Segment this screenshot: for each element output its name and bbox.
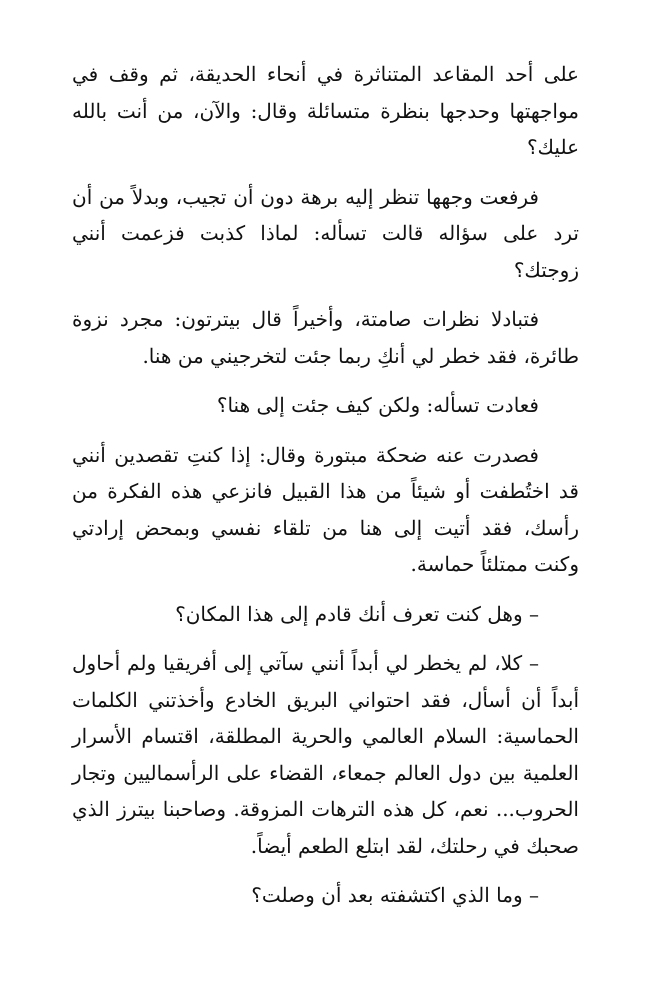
paragraph-4: فعادت تسأله: ولكن كيف جئت إلى هنا؟ — [216, 393, 539, 417]
dialogue-line-2: – كلا، لم يخطر لي أبداً أنني سآتي إلى أفريقيا ولم أحاول أبداً أن أسأل، فقد احتواني البريق الخادع وأخذتني الكلمات الحماسية: السلام العالمي والحرية المطلقة، اقتسام الأسرار العلمية بين دول العالم جمعاء، القضاء على الرأسماليين وتجار الحروب... نعم، كل هذه الترهات المزوقة. وصاحبنا بيترز الذي صحبك في رحلتك، لقد ابتلع الطعم أيضاً. — [72, 651, 579, 858]
book-page — [72, 56, 579, 927]
paragraph-5: فصدرت عنه ضحكة مبتورة وقال: إذا كنتِ تقصدين أنني قد اختُطفت أو شيئاً من هذا القبيل فانزعي هذه الفكرة من رأسك، فقد أتيت إلى هنا من تلقاء نفسي وبمحض إرادتي وكنت ممتلئاً حماسة. — [72, 442, 579, 576]
paragraph-3: فتبادلا نظرات صامتة، وأخيراً قال بيترتون: مجرد نزوة طائرة، فقد خطر لي أنكِ ربما جئت لتخرجيني من هنا. — [72, 307, 579, 368]
paragraph-2: فرفعت وجهها تنظر إليه برهة دون أن تجيب، وبدلاً من أن ترد على سؤاله قالت تسأله: لماذا كذبت فزعمت أنني زوجتك؟ — [72, 184, 579, 282]
paragraph-1: على أحد المقاعد المتناثرة في أنحاء الحديقة، ثم وقف في مواجهتها وحدجها بنظرة متسائلة وقال: والآن، من أنت بالله عليك؟ — [72, 62, 579, 159]
dialogue-line-1: – وهل كنت تعرف أنك قادم إلى هذا المكان؟ — [175, 601, 539, 626]
dialogue-line-3: – وما الذي اكتشفته بعد أن وصلت؟ — [251, 883, 539, 907]
